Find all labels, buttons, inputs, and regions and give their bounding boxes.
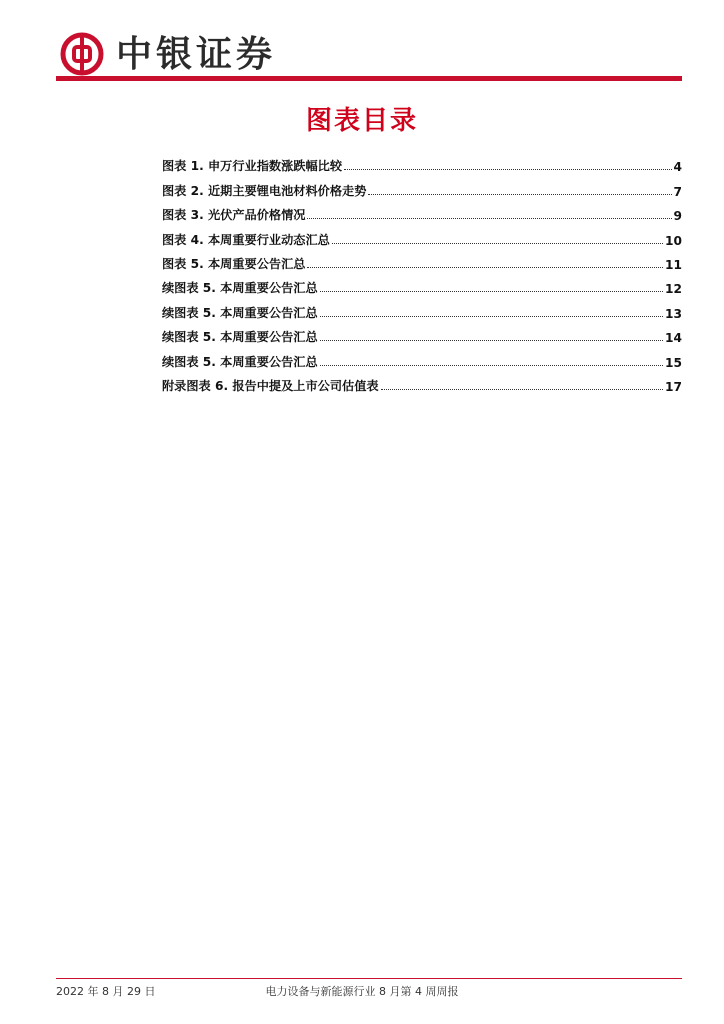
toc-title: 图表目录 — [305, 106, 418, 136]
dot-leader — [320, 290, 663, 292]
toc-entry[interactable] — [162, 150, 682, 174]
toc-entry-page: 14 — [665, 331, 682, 346]
dot-leader — [344, 168, 671, 170]
toc-entry-page: 17 — [665, 379, 682, 394]
bank-of-china-logo-icon — [60, 32, 104, 76]
toc-entry-label: 续图表 5. 本周重要公告汇总 — [162, 305, 318, 320]
footer-date: 2022 年 8 月 29 日 — [56, 985, 156, 998]
toc-entry[interactable] — [162, 272, 682, 296]
toc-entry-page: 10 — [665, 233, 682, 248]
toc-entry-label: 续图表 5. 本周重要公告汇总 — [162, 354, 318, 369]
footer-report-title: 电力设备与新能源行业 8 月第 4 周周报 — [265, 985, 459, 998]
toc-entry-page: 11 — [665, 257, 682, 272]
footer-divider — [56, 978, 682, 979]
brand-name: 中银证券 — [116, 33, 277, 75]
dot-leader — [320, 339, 663, 341]
toc-entry[interactable] — [162, 199, 682, 223]
dot-leader — [320, 364, 663, 366]
toc-entry[interactable] — [162, 296, 682, 320]
toc-entry-page: 15 — [665, 355, 682, 370]
toc-entry[interactable] — [162, 248, 682, 272]
toc-entry-label: 附录图表 6. 报告中提及上市公司估值表 — [162, 378, 379, 393]
toc-entry[interactable] — [162, 345, 682, 369]
toc-entry-page: 7 — [673, 184, 682, 199]
header-divider — [56, 76, 682, 81]
toc-entry-label: 图表 1. 申万行业指数涨跌幅比较 — [162, 159, 343, 174]
toc-entry-label: 续图表 5. 本周重要公告汇总 — [162, 330, 318, 345]
dot-leader — [332, 242, 663, 244]
toc-list — [162, 150, 682, 394]
toc-entry-page: 13 — [665, 306, 682, 321]
toc-entry[interactable] — [162, 321, 682, 345]
toc-entry-label: 图表 5. 本周重要公告汇总 — [162, 256, 306, 271]
dot-leader — [307, 266, 663, 268]
dot-leader — [307, 217, 671, 219]
toc-entry-page: 9 — [673, 209, 682, 224]
dot-leader — [381, 388, 663, 390]
toc-entry-label: 图表 3. 光伏产品价格情况 — [162, 208, 306, 223]
toc-entry-page: 12 — [665, 282, 682, 297]
toc-entry-label: 图表 4. 本周重要行业动态汇总 — [162, 232, 330, 247]
toc-entry-label: 图表 2. 近期主要锂电池材料价格走势 — [162, 183, 367, 198]
toc-entry-label: 续图表 5. 本周重要公告汇总 — [162, 281, 318, 296]
toc-entry[interactable] — [162, 174, 682, 198]
dot-leader — [320, 315, 663, 317]
toc-entry-page: 4 — [673, 160, 682, 175]
toc-entry[interactable] — [162, 223, 682, 247]
dot-leader — [368, 193, 671, 195]
toc-entry[interactable] — [162, 370, 682, 394]
